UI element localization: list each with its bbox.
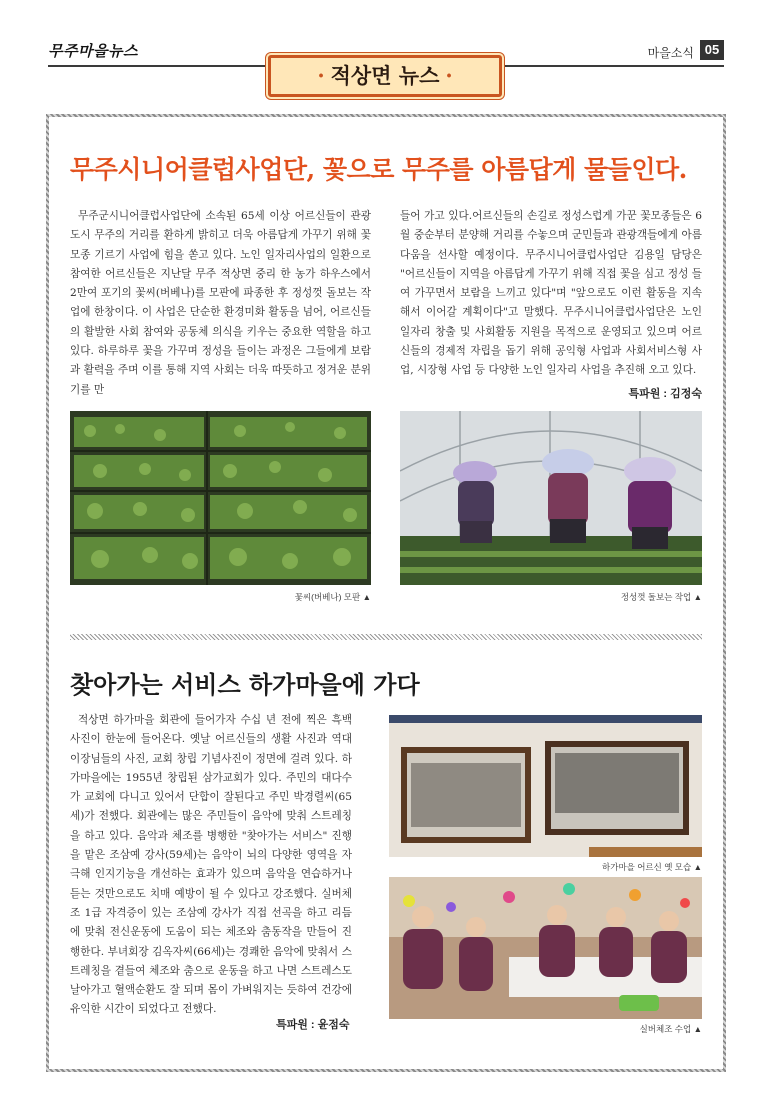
photo-greenhouse-workers: [400, 411, 702, 585]
photo-caption-greenhouse: 정성껏 돌보는 작업 ▲: [620, 592, 702, 602]
article2-headline: 찾아가는 서비스 하가마을에 가다: [70, 670, 420, 699]
page-number-badge: 05: [700, 40, 724, 60]
article2-column: [70, 711, 352, 1020]
article1-column-right: [400, 207, 702, 381]
photo-caption-seedlings: 꽃씨(버베나) 모판 ▲: [294, 592, 371, 602]
article2-byline: 특파원 : 윤점숙: [276, 1019, 350, 1031]
article1-column-left: [70, 207, 371, 400]
section-divider: [70, 634, 702, 640]
photo-caption-old-photos: 하가마을 어르신 옛 모습 ▲: [602, 862, 702, 872]
photo-seedling-trays: [70, 411, 371, 585]
article1-byline: 특파원 : 김정숙: [628, 388, 702, 400]
photo-caption-exercise: 실버체조 수업 ▲: [639, 1024, 702, 1034]
newspaper-name: 무주마을뉴스: [48, 42, 138, 60]
photo-old-village-photos: [389, 715, 702, 857]
article1-headline: 무주시니어클럽사업단, 꽃으로 무주를 아름답게 물들인다.: [70, 155, 687, 184]
article1-paragraph-2: 들어 가고 있다.어르신들의 손길로 정성스럽게 가꾼 꽃모종들은 6월 중순부터 분양해 거리를 수놓으며 군민들과 관광객들에게 아름다움을 선사할 예정이다. 무주시니어클럽사업단 김용일 담당은 "어르신들이 지역을 아름답게 가꾸기 위해 직접 꽃을 심고 정성 들여 가꾸면서 보람을 느끼고 있다"며 "앞으로도 이런 활동을 지속해서 이어갈 계획이다"고 말했다. 무주시니어클럽사업단은 노인 일자리 창출 및 사회활동 지원을 목적으로 운영되고 있으며 어르신들의 경제적 자립을 돕기 위해 공익형 사업과 사회서비스형 사업, 시장형 사업 등 다양한 노인 일자리 사업을 추진해 오고 있다.: [400, 210, 702, 377]
section-name: 마을소식: [647, 46, 694, 60]
article2-paragraph: 적상면 하가마을 회관에 들어가자 수십 년 전에 찍은 흑백 사진이 한눈에 들어온다. 옛날 어르신들의 생활 사진과 역대 이장님들의 사진, 교회 창립 기념사진이 정면에 걸려 있다. 하가마을에는 1955년 창립된 삼가교회가 있다. 주민의 대다수가 교회에 다니고 있어서 단합이 잘된다고 주민 박경렬씨(65세)가 전했다. 회관에는 많은 주민들이 음악에 맞춰 스트레칭을 하고 있다. 음악과 체조를 병행한 "찾아가는 서비스" 진행을 맡은 조삼예 강사(59세)는 음악이 뇌의 다양한 영역을 자극해 인지기능을 개선하는 효과가 있으며 음악을 연습하거나 듣는 것만으로도 치매 예방이 될 수 있다고 강조했다. 실버체조 1급 자격증이 있는 조삼예 강사가 직접 선곡을 하고 리듬에 맞춰 전신운동에 도움이 되는 체조와 춤동작을 만들어 진행한다. 부녀회장 김옥자씨(66세)는 경쾌한 음악에 맞춰서 스트레칭을 곁들여 체조와 춤으로 운동을 하고 나면 스트레스도 날아가고 혈액순환도 잘 되며 몸이 가벼워지는 듯하여 건강에 유익한 시간이 되었다고 전했다.: [70, 714, 352, 1016]
banner-dot-left: ·: [317, 63, 325, 88]
photo-silver-exercise-class: [389, 877, 702, 1019]
article1-paragraph-1: 무주군시니어클럽사업단에 소속된 65세 이상 어르신들이 관광도시 무주의 거리를 환하게 밝히고 더욱 아름답게 가꾸기 위해 꽃모종 기르기 사업에 힘을 쏟고 있다. 노인 일자리사업의 일환으로 참여한 어르신들은 지난달 무주 적상면 중리 한 농가 하우스에서 2만여 포기의 꽃씨(버베나)를 모판에 파종한 후 정성껏 돌보는 작업에 한창이다. 이 사업은 단순한 환경미화 활동을 넘어, 어르신들의 활발한 사회 참여와 공동체 의식을 키우는 중요한 역할을 하고 있다. 하루하루 꽃을 가꾸며 정성을 들이는 과정은 그들에게 보람과 활력을 주며 이를 통해 지역 사회는 더욱 따뜻하고 정겨운 분위기를 만: [70, 210, 371, 396]
banner-dot-right: ·: [445, 63, 453, 88]
banner-title: 적상면 뉴스: [330, 63, 440, 88]
section-banner: [268, 55, 502, 97]
